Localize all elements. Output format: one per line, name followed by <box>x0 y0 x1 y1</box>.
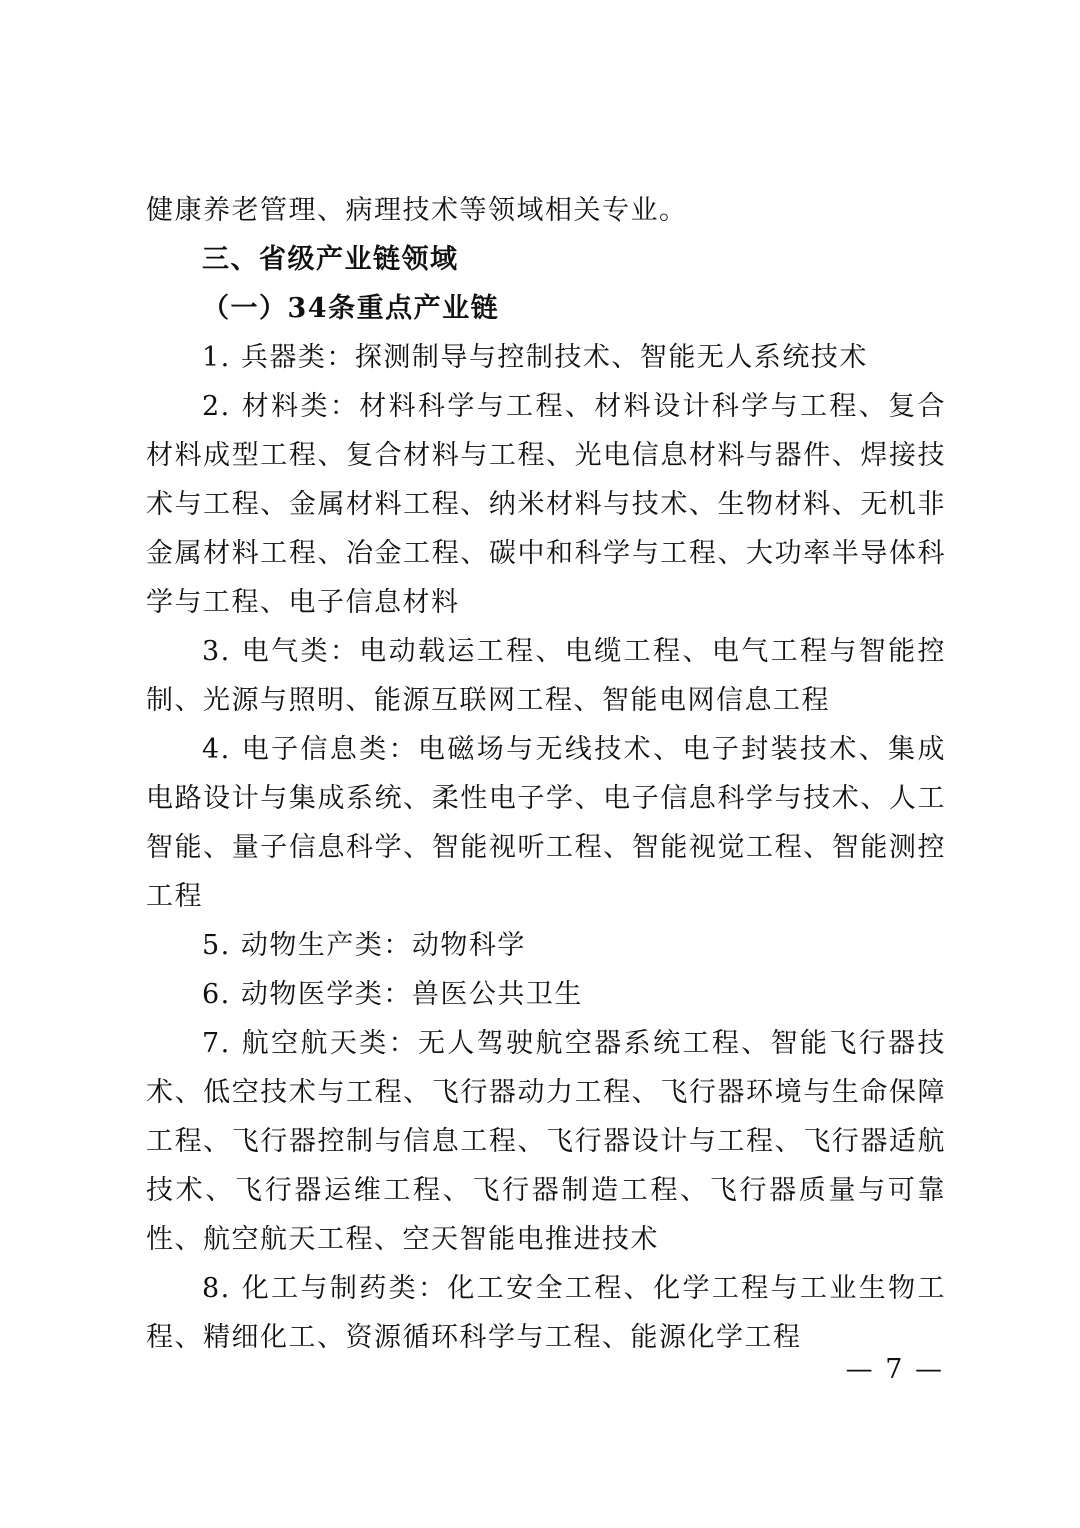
list-item-chemical-pharma: 8. 化工与制药类：化工安全工程、化学工程与工业生物工程、精细化工、资源循环科学与工程、能源化学工程 <box>146 1273 946 1353</box>
list-item-materials: 2. 材料类：材料科学与工程、材料设计科学与工程、复合材料成型工程、复合材料与工程、光电信息材料与器件、焊接技术与工程、金属材料工程、纳米材料与技术、生物材料、无机非金属材料工程、冶金工程、碳中和科学与工程、大功率半导体科学与工程、电子信息材料 <box>146 391 946 618</box>
section-heading: 三、省级产业链领域 <box>202 244 459 275</box>
list-item-animal-production: 5. 动物生产类：动物科学 <box>202 930 526 961</box>
list-item-electrical: 3. 电气类：电动载运工程、电缆工程、电气工程与智能控制、光源与照明、能源互联网工程、智能电网信息工程 <box>146 636 946 716</box>
list-item-weapons: 1. 兵器类：探测制导与控制技术、智能无人系统技术 <box>202 342 868 373</box>
page-number: — 7 — <box>845 1354 944 1385</box>
list-item-electronic-info: 4. 电子信息类：电磁场与无线技术、电子封装技术、集成电路设计与集成系统、柔性电子学、电子信息科学与技术、人工智能、量子信息科学、智能视听工程、智能视觉工程、智能测控工程 <box>146 734 946 912</box>
subsection-heading: （一）34条重点产业链 <box>202 293 500 324</box>
document-body <box>146 186 946 1362</box>
list-item-veterinary: 6. 动物医学类：兽医公共卫生 <box>202 979 583 1010</box>
continuation-paragraph: 健康养老管理、病理技术等领域相关专业。 <box>146 195 688 226</box>
list-item-aerospace: 7. 航空航天类：无人驾驶航空器系统工程、智能飞行器技术、低空技术与工程、飞行器动力工程、飞行器环境与生命保障工程、飞行器控制与信息工程、飞行器设计与工程、飞行器适航技术、飞行器运维工程、飞行器制造工程、飞行器质量与可靠性、航空航天工程、空天智能电推进技术 <box>146 1028 946 1255</box>
